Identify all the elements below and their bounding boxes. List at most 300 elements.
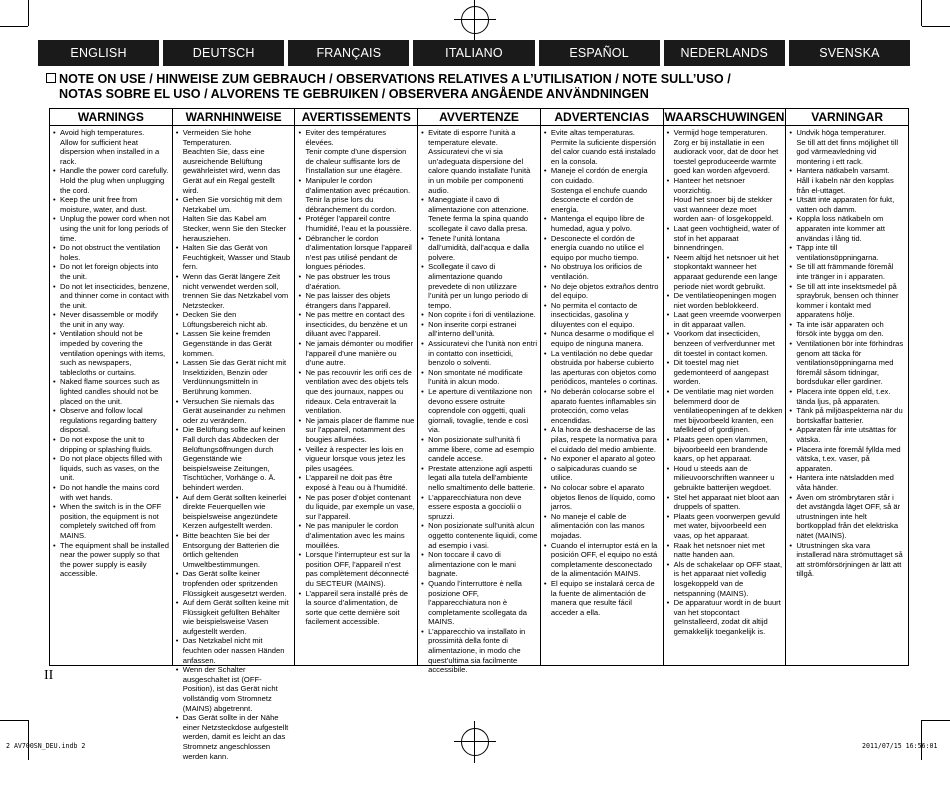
list-item-text: Koppla loss nätkabeln om apparaten inte kommer att användas i lång tid. xyxy=(796,214,885,243)
list-item xyxy=(421,262,538,310)
column-francais xyxy=(295,109,418,665)
list-item xyxy=(298,339,415,368)
bullet-icon: • xyxy=(543,281,547,291)
list-item-text: Neem altijd het netsnoer uit het stopkontakt wanneer het apparaat gedurende een lange periode niet wordt gebruikt. xyxy=(673,252,779,291)
list-item-text: Ta inte isär apparaten och försök inte bygga om den. xyxy=(796,319,884,339)
bullet-icon: • xyxy=(175,195,179,205)
list-item xyxy=(176,713,293,761)
footer-file-info: 2 AV700SN_DEU.indb 2 xyxy=(6,742,86,750)
column-espanol xyxy=(541,109,664,665)
list-item-text: No deje objetos extraños dentro del equipo. xyxy=(550,281,659,301)
bullet-icon: • xyxy=(789,492,792,502)
list-item xyxy=(53,243,170,262)
list-item-text: No permita el contacto de insecticidas, gasolina y diluyentes con el equipo. xyxy=(550,300,638,329)
list-item-text: Desconecte el cordón de energía cuando no utilice el equipo por mucho tiempo. xyxy=(550,233,644,262)
bullet-icon: • xyxy=(298,492,302,502)
list-item xyxy=(421,387,538,435)
list-item xyxy=(789,282,906,320)
bullet-icon: • xyxy=(789,540,792,550)
list-item xyxy=(176,195,293,243)
bullet-icon: • xyxy=(175,665,179,675)
list-item-text: Observe and follow local regulations regarding battery disposal. xyxy=(60,406,157,435)
list-item xyxy=(298,234,415,272)
tab-svenska: SVENSKA xyxy=(789,40,910,66)
list-item-text: Do not let insecticides, benzene, and thinner come in contact with the unit. xyxy=(60,281,170,310)
list-item xyxy=(298,416,415,445)
bullet-icon: • xyxy=(421,319,424,329)
bullet-icon: • xyxy=(543,425,547,435)
list-item xyxy=(176,425,293,492)
list-item xyxy=(544,349,661,387)
list-item xyxy=(667,253,784,291)
bullet-icon: • xyxy=(543,329,547,339)
list-item-text: Keep the unit free from moisture, water, and dust. xyxy=(60,195,147,214)
bullet-icon: • xyxy=(175,569,179,579)
list-item-text: Houd u steeds aan de milieuvoorschriften wanneer u gebruikte batterijen wegdoet. xyxy=(673,463,775,492)
list-item xyxy=(544,387,661,425)
list-item xyxy=(544,329,661,348)
bullet-icon: • xyxy=(666,223,670,233)
list-item-text: Veillez à respecter les lois en vigueur lorsque vous jetez les piles usagées. xyxy=(305,444,406,473)
crop-mark xyxy=(921,0,922,26)
list-item xyxy=(176,665,293,713)
list-item-text: Vermijd hoge temperaturen. Zorg er bij installatie in een audiorack voor, dat de door het toestel geproduceerde warmte goed kan worden afgevoerd. xyxy=(673,128,779,176)
list-item-text: Non coprite i fori di ventilazione. xyxy=(428,310,536,320)
bullet-icon: • xyxy=(53,214,56,224)
bullet-icon: • xyxy=(298,271,302,281)
bullet-icon: • xyxy=(298,233,302,243)
list-item-text: Ne pas poser d’objet contenant du liquide, par exemple un vase, sur l’appareil. xyxy=(305,492,415,521)
bullet-icon: • xyxy=(789,262,792,272)
list-item xyxy=(298,291,415,310)
bullet-icon: • xyxy=(298,214,302,224)
list-item xyxy=(544,579,661,617)
column-title: WARNINGS xyxy=(50,109,172,126)
column-svenska xyxy=(786,109,908,665)
list-item-text: Även om strömbrytaren står i det avstängda läget OFF, så är utrustningen inte helt bortkopplad från det elektriska nätet (MAINS). xyxy=(796,492,901,540)
bullet-icon: • xyxy=(543,482,547,492)
column-title: AVVERTENZE xyxy=(418,109,540,126)
bullet-icon: • xyxy=(53,435,56,444)
bullet-icon: • xyxy=(789,444,792,454)
list-item xyxy=(789,320,906,339)
list-item-text: Ne pas manipuler le cordon d’alimentation avec les mains mouillées. xyxy=(305,521,405,550)
list-item-text: Non smontate né modificate l’unità in alcun modo. xyxy=(428,367,523,387)
column-deutsch xyxy=(173,109,296,761)
bullet-icon: • xyxy=(421,367,424,377)
list-item xyxy=(667,435,784,464)
list-item-text: Naked flame sources such as lighted candles should not be placed on the unit. xyxy=(60,377,160,406)
column-title: ADVERTENCIAS xyxy=(541,109,663,126)
list-item xyxy=(53,195,170,214)
list-item-text: Avoid high temperatures. Allow for sufficient heat dispersion when installed in a rack. xyxy=(60,128,160,166)
bullet-icon: • xyxy=(53,502,56,512)
list-item-text: Tenete l’unità lontana dall’umidità, dall’acqua e dalla polvere. xyxy=(428,233,530,262)
list-item-text: De apparatuur wordt in de buurt van het stopcontact geïnstalleerd, zodat dit altijd gemakkelijk toegankelijk is. xyxy=(673,598,781,636)
list-item xyxy=(298,310,415,339)
list-item-text: Se till att främmande föremål inte tränger in i apparaten. xyxy=(796,262,894,281)
list-item-text: Auf dem Gerät sollten keine mit Flüssigkeit gefüllten Behälter wie beispielsweise Vasen aufgestellt werden. xyxy=(182,598,289,636)
list-item xyxy=(789,166,906,195)
list-item-text: L’apparecchiatura non deve essere esposta a gocciolii o spruzzi. xyxy=(428,492,522,521)
bullet-icon: • xyxy=(298,128,302,137)
list-item-text: Nunca desarme o modifique el equipo de ninguna manera. xyxy=(550,329,654,349)
tab-francais: FRANÇAIS xyxy=(288,40,409,66)
bullet-icon: • xyxy=(53,166,56,176)
list-item xyxy=(53,128,170,166)
column-title: WAARSCHUWINGEN xyxy=(664,110,785,124)
bullet-icon: • xyxy=(666,358,670,368)
column-title: VARNINGAR xyxy=(786,109,908,126)
column-english xyxy=(50,109,173,665)
bullet-icon: • xyxy=(53,281,56,291)
list-item xyxy=(176,310,293,329)
bullet-icon: • xyxy=(666,310,670,320)
list-item-text: Maneje el cordón de energía con cuidado. Sostenga el enchufe cuando desconecte el cordón de energía. xyxy=(550,166,648,214)
list-item-text: Als de schakelaar op OFF staat, is het apparaat niet volledig losgekoppeld van de netspanning (MAINS). xyxy=(673,559,783,598)
list-item xyxy=(53,483,170,502)
crop-mark xyxy=(0,26,28,27)
list-item xyxy=(667,512,784,541)
bullet-icon: • xyxy=(175,636,179,646)
bullet-icon: • xyxy=(53,406,56,416)
language-tabs xyxy=(38,40,910,66)
bullet-icon: • xyxy=(53,262,56,272)
crop-mark xyxy=(922,26,950,27)
list-item xyxy=(421,195,538,233)
list-item-text: A la hora de deshacerse de las pilas, respete la normativa para el cuidado del medio ambiente. xyxy=(550,425,657,454)
bullet-icon: • xyxy=(666,291,670,301)
list-item xyxy=(789,406,906,425)
list-item-text: La ventilación no debe quedar obstruida por haberse cubierto las aperturas con objetos como periódicos, manteles o cortinas. xyxy=(550,348,658,387)
bullet-icon: • xyxy=(543,300,547,310)
list-item-text: Raak het netsnoer niet met natte handen aan. xyxy=(673,540,765,560)
list-item-text: Laat geen vreemde voorwerpen in dit apparaat vallen. xyxy=(673,310,781,329)
bullet-icon: • xyxy=(421,492,424,502)
registration-mark-bottom xyxy=(461,728,489,756)
bullet-icon: • xyxy=(666,463,670,473)
bullet-icon: • xyxy=(298,339,302,349)
tab-italiano: ITALIANO xyxy=(413,40,534,66)
list-item-text: Scollegate il cavo di alimentazione quando prevedete di non utilizzare l’unità per un lungo periodo di tempo. xyxy=(428,262,528,310)
bullet-icon: • xyxy=(175,128,179,137)
bullet-icon: • xyxy=(53,128,56,137)
bullet-icon: • xyxy=(53,243,56,253)
bullet-icon: • xyxy=(666,511,670,521)
list-item xyxy=(176,272,293,310)
list-item-text: Ne jamais placer de flamme nue sur l’appareil, notamment des bougies allumées. xyxy=(305,415,415,444)
list-item xyxy=(53,502,170,540)
bullet-icon: • xyxy=(421,626,424,636)
bullet-icon: • xyxy=(421,310,424,320)
bullet-icon: • xyxy=(789,473,792,483)
bullet-icon: • xyxy=(298,175,302,185)
bullet-icon: • xyxy=(666,540,670,550)
list-item xyxy=(544,483,661,512)
bullet-icon: • xyxy=(298,588,302,598)
footer-timestamp: 2011/07/15 16:56:01 xyxy=(862,742,938,750)
list-item-text: Eviter des températures élevées. Tenir compte d’une dispersion de chaleur suffisante lors de l’installation sur une étagère. xyxy=(305,128,407,176)
list-item-text: Non inserite corpi estranei all’interno dell’unità. xyxy=(428,319,517,339)
list-item-text: Utsätt inte apparaten för fukt, vatten och damm. xyxy=(796,195,895,214)
list-item xyxy=(544,425,661,454)
list-item-text: Plaats geen voorwerpen gevuld met water, bijvoorbeeld een vaas, op het apparaat. xyxy=(673,511,780,540)
bullet-icon: • xyxy=(543,540,547,550)
list-item-text: Gehen Sie vorsichtig mit dem Netzkabel um. Halten Sie das Kabel am Stecker, wenn Sie den Stecker herausziehen. xyxy=(182,195,287,243)
list-item xyxy=(298,589,415,627)
list-item-text: Ne pas mettre en contact des insecticides, du benzène et un diluant avec l’appareil. xyxy=(305,310,408,339)
bullet-icon: • xyxy=(421,435,424,444)
list-item xyxy=(789,541,906,579)
list-item-text: Do not handle the mains cord with wet hands. xyxy=(60,482,160,502)
list-item-text: Apparaten får inte utsättas för vätska. xyxy=(796,425,897,444)
bullet-icon: • xyxy=(175,310,179,320)
list-item-text: Auf dem Gerät sollten keinerlei direkte Feuerquellen wie beispielsweise angezündete Kerzen aufgestellt werden. xyxy=(182,492,287,531)
bullet-icon: • xyxy=(666,329,670,339)
bullet-icon: • xyxy=(666,128,670,137)
list-item-text: Versuchen Sie niemals das Gerät auseinander zu nehmen oder zu verändern. xyxy=(182,396,286,425)
list-item-text: Ne pas obstruer les trous d’aération. xyxy=(305,271,391,291)
list-item-text: Wenn der Schalter ausgeschaltet ist (OFF-Position), ist das Gerät nicht vollständig vom Stromnetz (MAINS) abgetrennt. xyxy=(182,665,278,713)
list-item-text: Täpp inte till ventilationsöppningarna. xyxy=(796,243,879,262)
list-item-text: Lassen Sie das Gerät nicht mit Insektiziden, Benzin oder Verdünnungsmitteln in Berührung kommen. xyxy=(182,358,287,397)
bullet-icon: • xyxy=(543,348,547,358)
list-item xyxy=(421,579,538,627)
list-item-text: No obstruya los orificios de ventilación. xyxy=(550,262,643,281)
crop-mark xyxy=(28,0,29,26)
list-item xyxy=(298,176,415,214)
bullet-icon: • xyxy=(543,214,547,224)
list-item-text: Le aperture di ventilazione non devono essere ostruite coprendole con oggetti, quali giornali, tovaglie, tende e così via. xyxy=(428,387,533,435)
list-item xyxy=(667,387,784,435)
list-item-text: Hantera nätkabeln varsamt. Håll i kabeln när den kopplas från el-uttaget. xyxy=(796,166,894,195)
list-item xyxy=(667,541,784,560)
bullet-icon: • xyxy=(666,559,670,569)
list-item xyxy=(667,329,784,358)
bullet-icon: • xyxy=(298,521,302,531)
list-item xyxy=(667,224,784,253)
list-item xyxy=(667,493,784,512)
crop-mark xyxy=(28,720,29,760)
tab-nederlands: NEDERLANDS xyxy=(664,40,785,66)
list-item xyxy=(544,454,661,483)
list-item-text: Vermeiden Sie hohe Temperaturen. Beachten Sie, dass eine ausreichende Belüftung gewährleistet wird, wenn das Gerät auf ein Regal gestellt wird. xyxy=(182,128,281,195)
bullet-icon: • xyxy=(789,406,792,416)
column-nederlands xyxy=(664,109,787,665)
list-item xyxy=(789,445,906,474)
list-item xyxy=(421,464,538,493)
list-item xyxy=(789,214,906,243)
list-item-text: Débrancher le cordon d’alimentation lorsque l’appareil n’est pas utilisé pendant de longues périodes. xyxy=(305,233,412,272)
bullet-icon: • xyxy=(175,243,179,253)
list-item xyxy=(789,493,906,541)
list-item-text: L’apparecchio va installato in prossimità della fonte di alimentazione, in modo che quest’ultima sia facilmente accessibile. xyxy=(428,626,526,675)
list-item xyxy=(667,598,784,636)
list-item-text: Quando l’interruttore è nella posizione OFF, l’apparecchiatura non è completamente scollegata da MAINS. xyxy=(428,578,527,627)
bullet-icon: • xyxy=(789,425,792,435)
list-item xyxy=(789,262,906,281)
list-item xyxy=(544,512,661,541)
column-body xyxy=(541,126,663,617)
list-item xyxy=(421,128,538,195)
list-item-text: Das Gerät sollte keiner tropfenden oder spritzenden Flüssigkeit ausgesetzt werden. xyxy=(182,569,287,598)
bullet-icon: • xyxy=(789,166,792,176)
list-item-text: Do not expose the unit to dripping or splashing fluids. xyxy=(60,435,153,454)
list-item-text: Hantera inte nätsladden med våta händer. xyxy=(796,473,894,492)
list-item-text: Do not obstruct the ventilation holes. xyxy=(60,243,161,262)
column-body xyxy=(664,126,786,636)
bullet-icon: • xyxy=(421,387,424,397)
bullet-icon: • xyxy=(175,358,179,368)
bullet-icon: • xyxy=(53,310,56,320)
list-item xyxy=(298,550,415,588)
list-item-text: Lorsque l’interrupteur est sur la position OFF, l’appareil n’est pas complètement déconnecté du SECTEUR (MAINS). xyxy=(305,550,411,588)
list-item-text: Non posizionate sull’unità fi amme libere, come ad esempio candele accese. xyxy=(428,435,535,464)
list-item-text: When the switch is in the OFF position, the equipment is not completely switched off from MAINS. xyxy=(60,502,162,540)
list-item xyxy=(176,636,293,665)
list-item-text: No deberán colocarse sobre el aparato fuentes inflamables sin protección, como velas encendidas. xyxy=(550,387,656,425)
list-item-text: Halten Sie das Gerät von Feuchtigkeit, Wasser und Staub fern. xyxy=(182,243,291,272)
list-item-text: Manipuler le cordon d’alimentation avec précaution. Tenir la prise lors du débranchement du cordon. xyxy=(305,175,411,214)
bullet-icon: • xyxy=(666,492,670,502)
list-item xyxy=(667,358,784,387)
list-item-text: Cuando el interruptor está en la posición OFF, el equipo no está completamente desconectado de la alimentación MAINS. xyxy=(550,540,658,579)
bullet-icon: • xyxy=(543,578,547,588)
list-item xyxy=(789,387,906,406)
list-item-text: Dit toestel mag niet gedemonteerd of aangepast worden. xyxy=(673,358,769,387)
list-item-text: Do not let foreign objects into the unit. xyxy=(60,262,159,281)
list-item-text: The equipment shall be installed near the power supply so that the power supply is easily accessible. xyxy=(60,540,169,579)
column-title: WARNHINWEISE xyxy=(173,109,295,126)
list-item xyxy=(789,195,906,214)
bullet-icon: • xyxy=(175,598,179,608)
bullet-icon: • xyxy=(789,195,792,205)
bullet-icon: • xyxy=(421,463,424,473)
list-item-text: Do not place objects filled with liquids, such as vases, on the unit. xyxy=(60,454,163,483)
bullet-icon: • xyxy=(543,128,547,137)
list-item-text: Mantenga el equipo libre de humedad, agua y polvo. xyxy=(550,214,645,233)
list-item xyxy=(176,329,293,358)
column-body xyxy=(418,126,540,675)
list-item-text: No exponer el aparato al goteo o salpicaduras cuando se utilice. xyxy=(550,454,656,483)
list-item-text: Unplug the power cord when not using the unit for long periods of time. xyxy=(60,214,170,243)
bullet-icon: • xyxy=(543,166,547,176)
list-item xyxy=(53,282,170,311)
list-item-text: Plaats geen open vlammen, bijvoorbeeld een brandende kaars, op het apparaat. xyxy=(673,435,768,464)
list-item xyxy=(421,435,538,464)
heading-line-2: NOTAS SOBRE EL USO / ALVORENS TE GEBRUIKEN / OBSERVERA ANGÅENDE ANVÄNDNINGEN xyxy=(59,87,649,101)
list-item xyxy=(421,368,538,387)
bullet-icon: • xyxy=(543,511,547,521)
list-item xyxy=(421,339,538,368)
list-item-text: No maneje el cable de alimentación con las manos mojadas. xyxy=(550,511,645,540)
checkbox-square-icon xyxy=(46,73,56,83)
list-item-text: Placera inte öppen eld, t.ex. tända ljus, på apparaten. xyxy=(796,387,891,406)
list-item-text: Evite altas temperaturas. Permite la suficiente dispersión del calor cuando está instalado en la consola. xyxy=(550,128,656,166)
tab-english: ENGLISH xyxy=(38,40,159,66)
list-item xyxy=(176,397,293,426)
list-item-text: Bitte beachten Sie bei der Entsorgung der Batterien die örtlich geltenden Umweltbestimmungen. xyxy=(182,530,280,569)
bullet-icon: • xyxy=(421,233,424,243)
list-item-text: Decken Sie den Lüftungsbereich nicht ab. xyxy=(182,310,268,329)
list-item xyxy=(667,176,784,224)
list-item xyxy=(176,569,293,598)
list-item xyxy=(544,262,661,281)
list-item xyxy=(176,128,293,195)
list-item xyxy=(789,425,906,444)
list-item xyxy=(53,262,170,281)
list-item-text: Lassen Sie keine fremden Gegenstände in das Gerät kommen. xyxy=(182,329,272,358)
list-item-text: Utrustningen ska vara installerad nära strömuttaget så att strömförsörjningen är lätt att tillgå. xyxy=(796,540,903,579)
bullet-icon: • xyxy=(666,387,670,397)
bullet-icon: • xyxy=(298,473,302,483)
bullet-icon: • xyxy=(298,310,302,320)
bullet-icon: • xyxy=(298,550,302,560)
list-item-text: Ne pas recouvrir les orifi ces de ventilation avec des objets tels que des journaux, nappes ou rideaux. Cela entraverait la ventilation. xyxy=(305,367,412,416)
list-item xyxy=(667,310,784,329)
column-title: AVERTISSEMENTS xyxy=(295,109,417,126)
bullet-icon: • xyxy=(53,540,56,550)
crop-mark xyxy=(0,720,28,721)
list-item xyxy=(421,234,538,263)
bullet-icon: • xyxy=(666,252,670,262)
list-item-text: Das Gerät sollte in der Nähe einer Netzsteckdose aufgestellt werden, damit es leicht an das Stromnetz angeschlossen werden kann. xyxy=(182,713,289,761)
list-item xyxy=(176,493,293,531)
bullet-icon: • xyxy=(175,271,179,281)
list-item xyxy=(789,339,906,387)
list-item xyxy=(53,541,170,579)
bullet-icon: • xyxy=(543,454,547,464)
bullet-icon: • xyxy=(543,262,547,272)
list-item xyxy=(421,627,538,675)
crop-mark xyxy=(922,720,950,721)
bullet-icon: • xyxy=(53,377,56,387)
list-item xyxy=(667,464,784,493)
bullet-icon: • xyxy=(789,243,792,253)
registration-mark-top xyxy=(461,6,489,34)
list-item-text: Non posizionate sull’unità alcun oggetto contenente liquidi, come ad esempio i vasi. xyxy=(428,521,538,550)
list-item-text: Hanteer het netsnoer voorzichtig. Houd het snoer bij de stekker vast wanneer deze moet worden aan- of losgekoppeld. xyxy=(673,175,774,224)
list-item xyxy=(53,166,170,195)
list-item-text: Das Netzkabel nicht mit feuchten oder nassen Händen anfassen. xyxy=(182,636,285,665)
list-item-text: Protéger l’appareil contre l’humidité, l’eau et la poussière. xyxy=(305,214,412,233)
list-item xyxy=(298,214,415,233)
list-item xyxy=(544,166,661,214)
list-item-text: Evitate di esporre l’unità a temperature elevate. Assicuratevi che vi sia un’adeguata dispersione del calore quando installate l’unità in un mobile per componenti audio. xyxy=(428,128,531,195)
list-item-text: Ne jamais démonter ou modifier l’appareil d’une manière ou d’une autre. xyxy=(305,339,414,368)
bullet-icon: • xyxy=(175,492,179,502)
bullet-icon: • xyxy=(789,339,792,349)
list-item xyxy=(53,310,170,329)
heading-line-1: NOTE ON USE / HINWEISE ZUM GEBRAUCH / OBSERVATIONS RELATIVES A L’UTILISATION / NOTE SULL’USO / xyxy=(59,72,731,86)
list-item-text: Assicuratevi che l’unità non entri in contatto con insetticidi, benzolo o solventi. xyxy=(428,339,538,368)
list-item-text: Ne pas laisser des objets étrangers dans l’appareil. xyxy=(305,291,391,310)
list-item-text: Undvik höga temperaturer. Se till att det finns möjlighet till god värmeavledning vid montering i ett rack. xyxy=(796,128,899,166)
bullet-icon: • xyxy=(789,387,792,397)
list-item xyxy=(421,550,538,579)
list-item xyxy=(789,473,906,492)
bullet-icon: • xyxy=(298,291,302,301)
tab-deutsch: DEUTSCH xyxy=(163,40,284,66)
list-item-text: Prestate attenzione agli aspetti legati alla tutela dell’ambiente nello smaltimento delle batterie. xyxy=(428,463,535,492)
bullet-icon: • xyxy=(789,281,792,291)
list-item-text: Stel het apparaat niet bloot aan druppels of spatten. xyxy=(673,492,780,512)
list-item-text: Placera inte föremål fyllda med vätska, t.ex. vaser, på apparaten. xyxy=(796,444,901,473)
column-italiano xyxy=(418,109,541,675)
list-item xyxy=(544,128,661,166)
bullet-icon: • xyxy=(421,339,424,349)
list-item xyxy=(176,598,293,636)
